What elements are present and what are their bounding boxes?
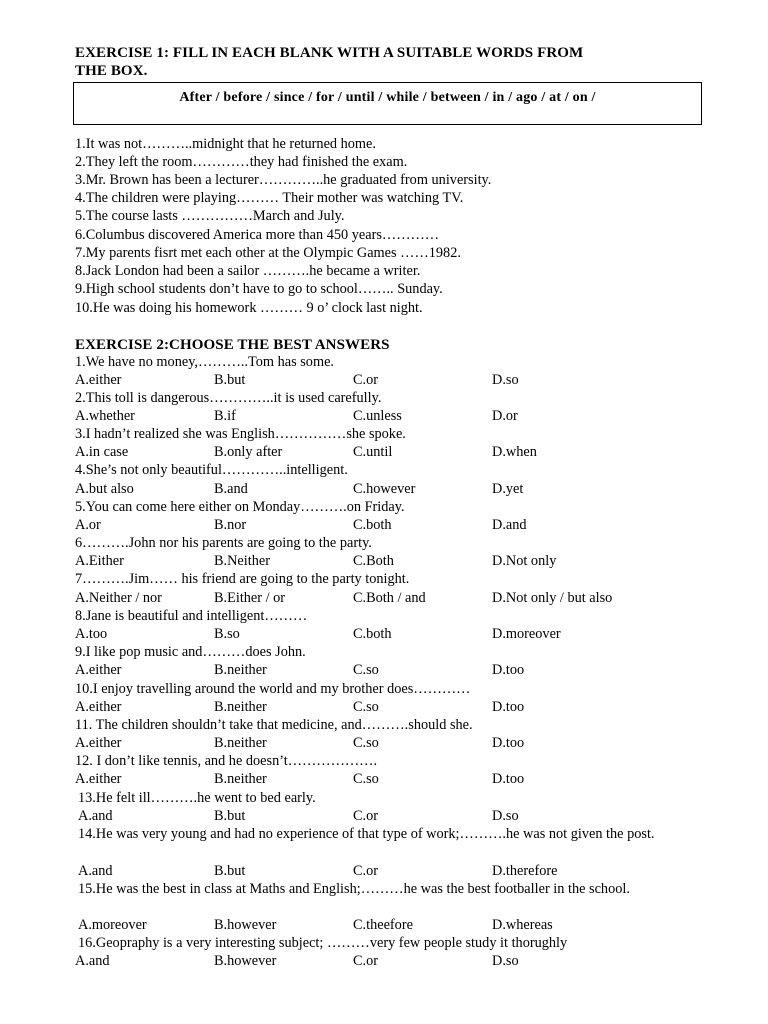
question-text: 5.You can come here either on Monday……….on Friday. bbox=[75, 499, 405, 515]
question-text: 6……….John nor his parents are going to the party. bbox=[75, 535, 372, 551]
word-box bbox=[73, 82, 702, 125]
option-d: D.too bbox=[492, 735, 525, 751]
exercise1-item: 3.Mr. Brown has been a lecturer…………..he graduated from university. bbox=[75, 172, 492, 188]
option-c: C.or bbox=[353, 953, 379, 969]
option-c: C.theefore bbox=[353, 917, 413, 933]
word-box-text: After / before / since / for / until / while / between / in / ago / at / on / bbox=[179, 90, 596, 105]
option-a: A.Neither / nor bbox=[75, 590, 162, 606]
option-c: C.so bbox=[353, 771, 379, 787]
exercise1-item: 5.The course lasts ……………March and July. bbox=[75, 208, 345, 224]
question-text: 10.I enjoy travelling around the world and my brother does………… bbox=[75, 681, 471, 697]
question-text: 3.I hadn’t realized she was English……………she spoke. bbox=[75, 426, 406, 442]
exercise1-item: 6.Columbus discovered America more than 450 years………… bbox=[75, 227, 440, 243]
option-a: A.or bbox=[75, 517, 101, 533]
option-b: B.nor bbox=[214, 517, 247, 533]
question-text: 15.He was the best in class at Maths and English;………he was the best footballer in the school. bbox=[78, 881, 630, 897]
option-d: D.too bbox=[492, 699, 525, 715]
question-text: 4.She’s not only beautiful…………..intelligent. bbox=[75, 462, 348, 478]
exercise1-item: 2.They left the room…………they had finished the exam. bbox=[75, 154, 408, 170]
option-a: A.and bbox=[78, 808, 113, 824]
exercise1-item: 10.He was doing his homework ……… 9 o’ clock last night. bbox=[75, 300, 423, 316]
option-a: A.either bbox=[75, 372, 122, 388]
option-b: B.so bbox=[214, 626, 240, 642]
question-text: 11. The children shouldn’t take that medicine, and……….should she. bbox=[75, 717, 473, 733]
question-text: 1.We have no money,………..Tom has some. bbox=[75, 354, 334, 370]
option-d: D.too bbox=[492, 771, 525, 787]
option-c: C.both bbox=[353, 626, 392, 642]
option-c: C.however bbox=[353, 481, 416, 497]
question-text: 8.Jane is beautiful and intelligent……… bbox=[75, 608, 308, 624]
option-a: A.either bbox=[75, 699, 122, 715]
option-c: C.or bbox=[353, 808, 379, 824]
option-c: C.so bbox=[353, 735, 379, 751]
exercise1-item: 7.My parents fisrt met each other at the Olympic Games ……1982. bbox=[75, 245, 461, 261]
exercise1-title bbox=[75, 44, 715, 80]
question-text: 16.Geopraphy is a very interesting subject; ………very few people study it thorughly bbox=[78, 935, 568, 951]
option-a: A.either bbox=[75, 735, 122, 751]
option-c: C.Both bbox=[353, 553, 394, 569]
question-text: 2.This toll is dangerous…………..it is used carefully. bbox=[75, 390, 382, 406]
question-text: 12. I don’t like tennis, and he doesn’t………………. bbox=[75, 753, 378, 769]
option-b: B.neither bbox=[214, 662, 267, 678]
option-a: A.either bbox=[75, 662, 122, 678]
option-b: B.and bbox=[214, 481, 248, 497]
option-d: D.therefore bbox=[492, 863, 558, 879]
option-b: B.neither bbox=[214, 771, 267, 787]
option-d: D.moreover bbox=[492, 626, 561, 642]
option-b: B.neither bbox=[214, 699, 267, 715]
option-d: D.or bbox=[492, 408, 518, 424]
option-b: B.but bbox=[214, 808, 246, 824]
option-d: D.and bbox=[492, 517, 527, 533]
option-c: C.or bbox=[353, 372, 379, 388]
option-b: B.but bbox=[214, 372, 246, 388]
option-c: C.or bbox=[353, 863, 379, 879]
option-b: B.however bbox=[214, 953, 277, 969]
option-b: B.Neither bbox=[214, 553, 270, 569]
question-text: 14.He was very young and had no experience of that type of work;……….he was not given the post. bbox=[78, 826, 655, 842]
option-a: A.in case bbox=[75, 444, 129, 460]
option-a: A.either bbox=[75, 771, 122, 787]
option-d: D.Not only bbox=[492, 553, 557, 569]
option-a: A.and bbox=[75, 953, 110, 969]
question-text: 7……….Jim…… his friend are going to the party tonight. bbox=[75, 571, 410, 587]
option-b: B.if bbox=[214, 408, 236, 424]
exercise1-title-line1: EXERCISE 1: FILL IN EACH BLANK WITH A SUITABLE WORDS FROM bbox=[75, 45, 584, 61]
option-a: A.moreover bbox=[78, 917, 147, 933]
option-b: B.neither bbox=[214, 735, 267, 751]
option-c: C.Both / and bbox=[353, 590, 426, 606]
option-d: D.too bbox=[492, 662, 525, 678]
option-d: D.so bbox=[492, 953, 519, 969]
option-a: A.whether bbox=[75, 408, 135, 424]
option-d: D.whereas bbox=[492, 917, 553, 933]
option-b: B.Either / or bbox=[214, 590, 286, 606]
option-b: B.only after bbox=[214, 444, 283, 460]
option-d: D.Not only / but also bbox=[492, 590, 613, 606]
option-d: D.when bbox=[492, 444, 537, 460]
option-a: A.too bbox=[75, 626, 108, 642]
option-d: D.so bbox=[492, 372, 519, 388]
exercise1-title-line2: THE BOX. bbox=[75, 63, 148, 79]
option-a: A.and bbox=[78, 863, 113, 879]
option-c: C.so bbox=[353, 662, 379, 678]
exercise1-item: 4.The children were playing……… Their mother was watching TV. bbox=[75, 190, 464, 206]
question-text: 9.I like pop music and………does John. bbox=[75, 644, 306, 660]
option-b: B.however bbox=[214, 917, 277, 933]
option-c: C.both bbox=[353, 517, 392, 533]
exercise1-item: 8.Jack London had been a sailor ……….he became a writer. bbox=[75, 263, 421, 279]
option-a: A.but also bbox=[75, 481, 134, 497]
option-c: C.unless bbox=[353, 408, 402, 424]
exercise1-item: 9.High school students don’t have to go to school…….. Sunday. bbox=[75, 281, 443, 297]
option-d: D.so bbox=[492, 808, 519, 824]
option-b: B.but bbox=[214, 863, 246, 879]
option-c: C.so bbox=[353, 699, 379, 715]
option-c: C.until bbox=[353, 444, 393, 460]
exercise2-title: EXERCISE 2:CHOOSE THE BEST ANSWERS bbox=[75, 337, 390, 353]
option-d: D.yet bbox=[492, 481, 524, 497]
question-text: 13.He felt ill……….he went to bed early. bbox=[78, 790, 316, 806]
exercise1-item: 1.It was not………..midnight that he returned home. bbox=[75, 136, 376, 152]
option-a: A.Either bbox=[75, 553, 124, 569]
